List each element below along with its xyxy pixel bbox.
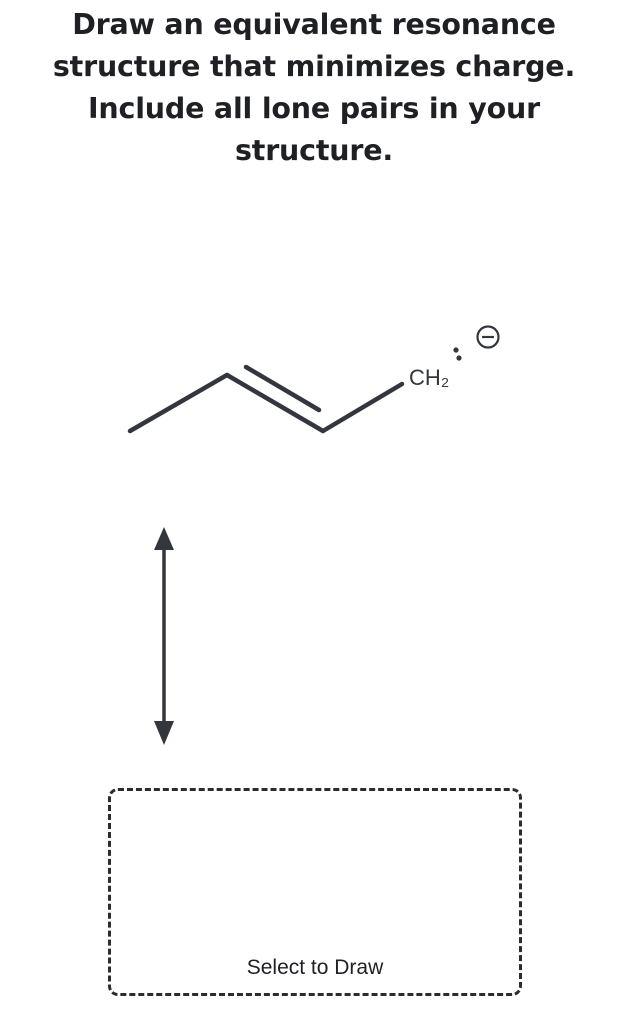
prompt-line-3: Include all lone pairs in your (88, 92, 540, 125)
bond-c1-c2 (130, 375, 227, 431)
prompt-line-1: Draw an equivalent resonance (72, 8, 556, 41)
ch2-label: CH₂ (409, 365, 450, 390)
prompt-line-2: structure that minimizes charge. (52, 50, 576, 83)
bond-c3-ch2 (323, 384, 402, 431)
prompt-line-4: structure. (235, 134, 393, 167)
select-to-draw-area[interactable] (108, 788, 522, 996)
resonance-arrow-icon (154, 527, 174, 745)
select-to-draw-label: Select to Draw (246, 956, 384, 979)
negative-charge-icon (478, 327, 499, 348)
bond-c2-c3-double (246, 367, 319, 410)
lone-pair-icon (453, 347, 461, 360)
